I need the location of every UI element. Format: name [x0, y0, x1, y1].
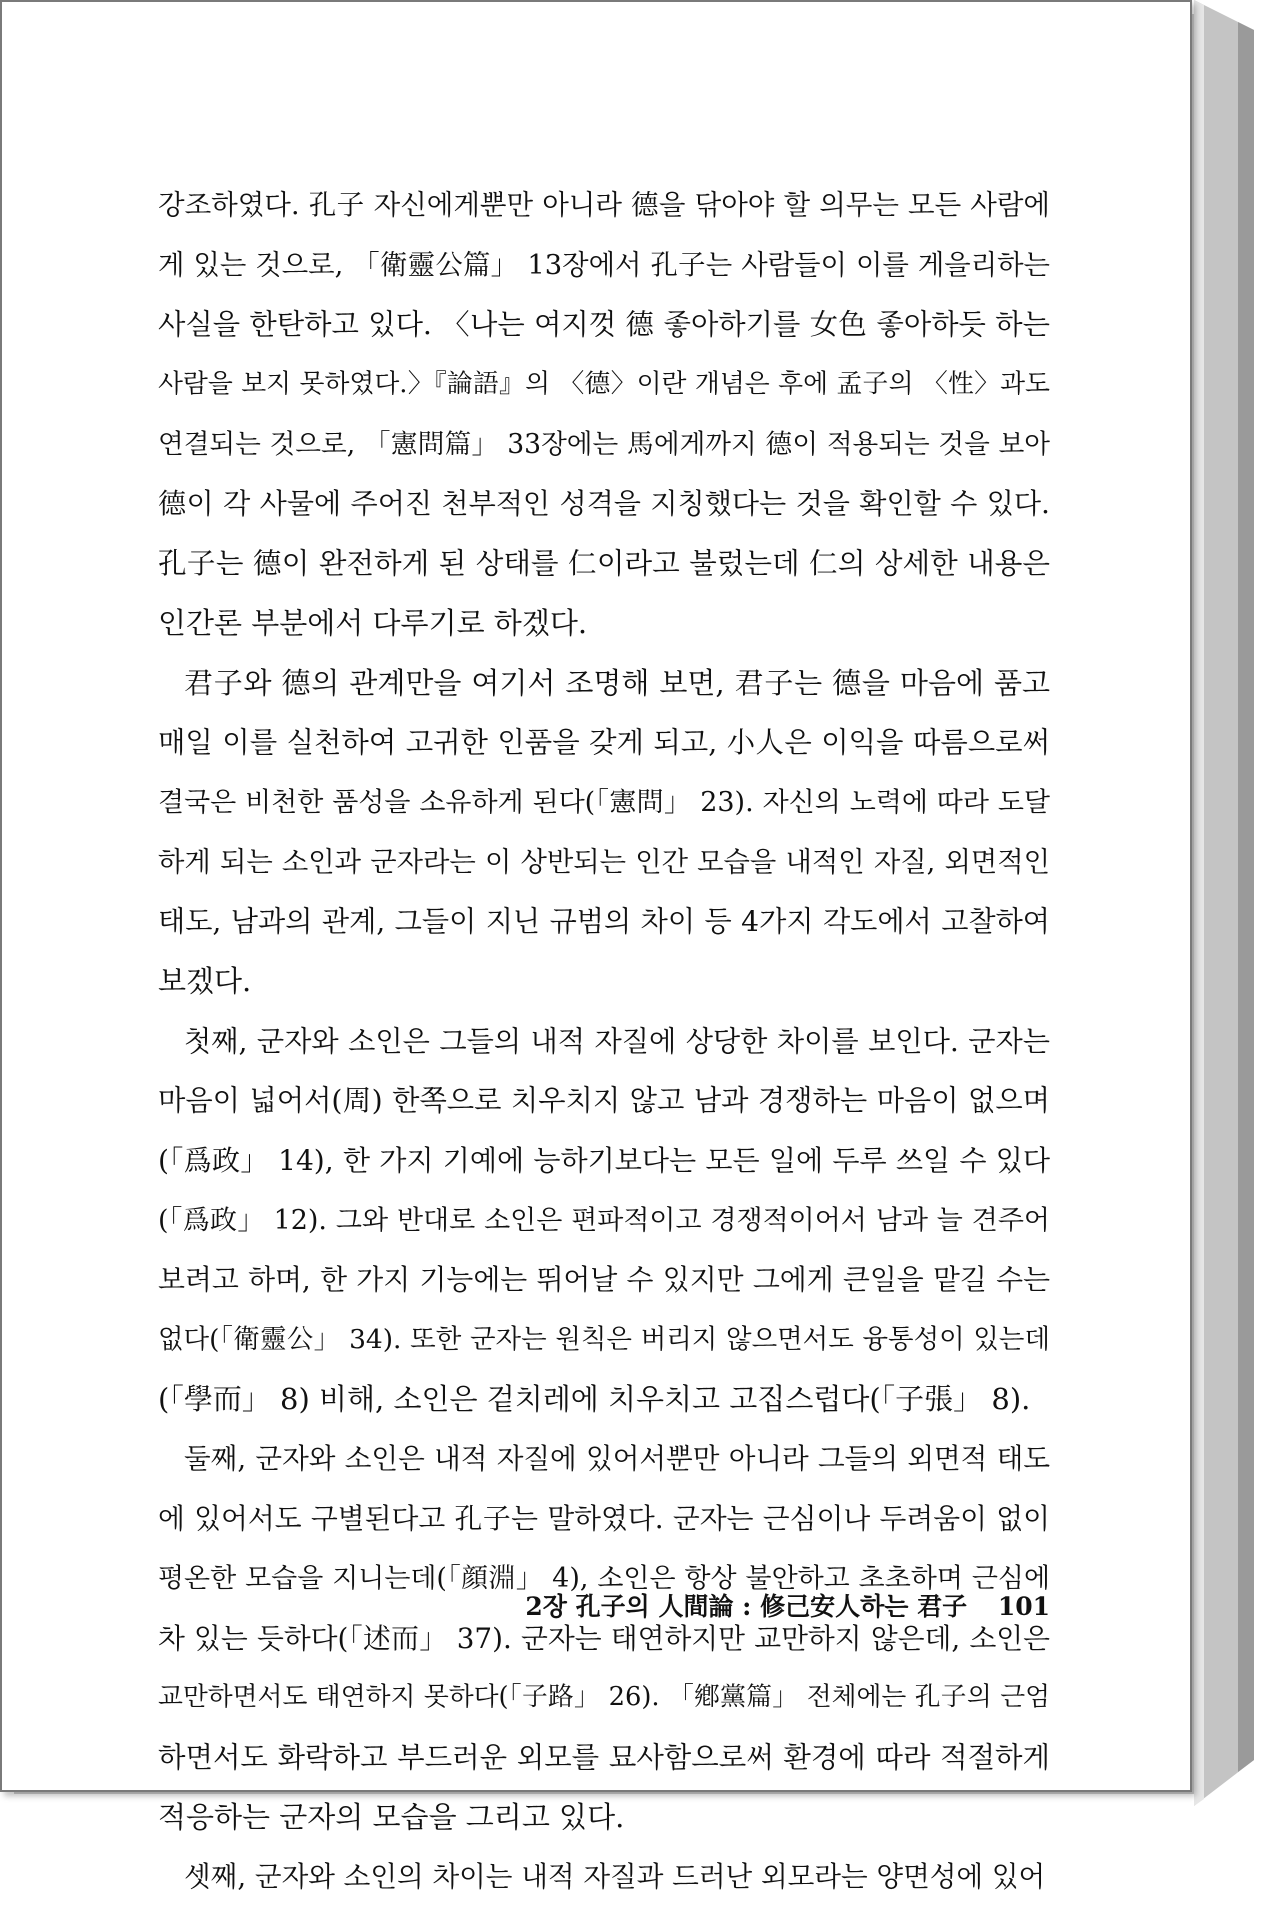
text-line: 적응하는 군자의 모습을 그리고 있다. [158, 1799, 625, 1834]
text-line: 사실을 한탄하고 있다. 〈나는 여지껏 德 좋아하기를 女色 좋아하듯 하는 [158, 308, 1050, 342]
text-line: 평온한 모습을 지니는데(「顔淵」 4), 소인은 항상 불안하고 초초하며 근심에 [158, 1562, 1050, 1594]
text-line: 태도, 남과의 관계, 그들이 지닌 규범의 차이 등 4가지 각도에서 고찰하여 [158, 905, 1050, 939]
text-line: 강조하였다. 孔子 자신에게뿐만 아니라 德을 닦아야 할 의무는 모든 사람에 [158, 189, 1050, 221]
text-line: 하게 되는 소인과 군자라는 이 상반되는 인간 모습을 내적인 자질, 외면적인 [158, 846, 1050, 878]
text-line: 보겠다. [158, 963, 252, 998]
text-line: 둘째, 군자와 소인은 내적 자질에 있어서뿐만 아니라 그들의 외면적 태도 [184, 1442, 1050, 1476]
text-line: 결국은 비천한 품성을 소유하게 된다(「憲問」 23). 자신의 노력에 따라 도달 [158, 786, 1050, 818]
text-line: 차 있는 듯하다(「述而」 37). 군자는 태연하지만 교만하지 않은데, 소인은 [158, 1621, 1050, 1655]
text-line: 교만하면서도 태연하지 못하다(「子路」 26). 「鄕黨篇」 전체에는 孔子의 근엄 [158, 1682, 1050, 1713]
text-line: 마음이 넓어서(周) 한쪽으로 치우치지 않고 남과 경쟁하는 마음이 없으며 [158, 1084, 1050, 1118]
text-line: 사람을 보지 못하였다.〉『論語』의 〈德〉이란 개념은 후에 孟子의 〈性〉과도 [158, 369, 1050, 400]
text-line: (「爲政」 14), 한 가지 기예에 능하기보다는 모든 일에 두루 쓰일 수 있다 [158, 1144, 1050, 1177]
book-page-edge-highlight [1194, 0, 1204, 1806]
book-page-edge [1194, 0, 1284, 1806]
book-page-edge-shade [1238, 22, 1254, 1772]
text-line: 첫째, 군자와 소인은 그들의 내적 자질에 상당한 차이를 보인다. 군자는 [184, 1024, 1050, 1058]
text-line: 하면서도 화락하고 부드러운 외모를 묘사함으로써 환경에 따라 적절하게 [158, 1740, 1050, 1774]
text-line: 君子와 德의 관계만을 여기서 조명해 보면, 君子는 德을 마음에 품고 [184, 665, 1050, 700]
chapter-title: 2장 孔子의 人間論 : 修己安人하는 君子 [525, 1592, 968, 1621]
text-line: (「學而」 8) 비해, 소인은 겉치레에 치우치고 고집스럽다(「子張」 8). [158, 1381, 1031, 1416]
running-footer [502, 1585, 1050, 1629]
text-line: 연결되는 것으로, 「憲問篇」 33장에는 馬에게까지 德이 적용되는 것을 보아 [158, 428, 1050, 460]
text-line: 셋째, 군자와 소인의 차이는 내적 자질과 드러난 외모라는 양면성에 있어 [184, 1860, 1046, 1894]
page-number: 101 [997, 1592, 1050, 1621]
paragraph [158, 1429, 1050, 1847]
text-line: (「爲政」 12). 그와 반대로 소인은 편파적이고 경쟁적이어서 남과 늘 견주어 [158, 1204, 1050, 1236]
text-line: 德이 각 사물에 주어진 천부적인 성격을 지칭했다는 것을 확인할 수 있다. [158, 487, 1050, 521]
text-line: 보려고 하며, 한 가지 기능에는 뛰어날 수 있지만 그에게 큰일을 맡길 수는 [158, 1263, 1050, 1297]
text-line: 게 있는 것으로, 「衛靈公篇」 13장에서 孔子는 사람들이 이를 게을리하는 [158, 249, 1050, 281]
paragraph [158, 1012, 1050, 1430]
text-line: 없다(「衛靈公」 34). 또한 군자는 원칙은 버리지 않으면서도 융통성이 있는데 [158, 1324, 1050, 1356]
text-line: 인간론 부분에서 다루기로 하겠다. [158, 605, 588, 640]
text-line: 매일 이를 실천하여 고귀한 인품을 갖게 되고, 小人은 이익을 따름으로써 [158, 726, 1050, 760]
text-line: 에 있어서도 구별된다고 孔子는 말하였다. 군자는 근심이나 두려움이 없이 [158, 1502, 1050, 1536]
paragraph [158, 654, 1050, 1012]
body-text [158, 176, 1050, 1907]
paragraph [158, 1847, 1050, 1907]
paragraph [158, 176, 1050, 654]
text-line: 孔子는 德이 완전하게 된 상태를 仁이라고 불렀는데 仁의 상세한 내용은 [158, 546, 1050, 581]
